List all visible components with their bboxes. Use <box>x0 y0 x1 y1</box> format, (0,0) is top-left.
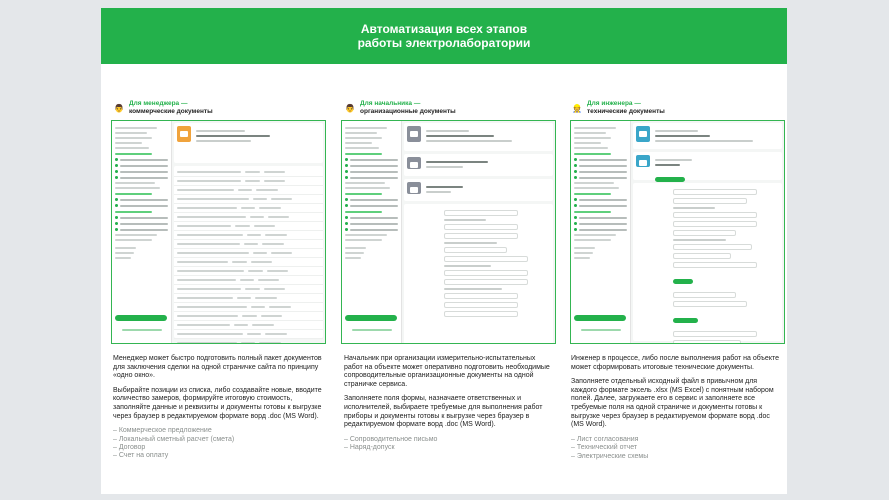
chief-avatar-icon: 👨 <box>345 103 355 113</box>
list-item: – Электрические схемы <box>571 452 649 460</box>
list-item: – Локальный сметный расчет (смета) <box>113 435 235 443</box>
manager-heading <box>113 100 213 116</box>
list-item: – Технический отчет <box>571 444 638 452</box>
chief-role: Для начальника — <box>360 100 421 107</box>
chief-paragraph-2: Заполняете поля формы, назначаете ответственных и исполнителей, выбираете требуемые для выполнения работ приборы и документы готовы к выгрузке через браузер в редактируемом формате ворд .doc (MS Word). <box>344 395 543 429</box>
list-item: – Лист согласования <box>571 435 639 443</box>
chief-heading <box>344 100 456 116</box>
engineer-avatar-icon: 👷 <box>572 103 582 113</box>
list-item: – Коммерческое предложение <box>113 427 212 435</box>
list-item: – Договор <box>113 443 146 451</box>
engineer-description <box>571 355 779 461</box>
chief-subtitle: организационные документы <box>360 108 456 115</box>
manager-paragraph-2: Выбирайте позиции из списка, либо создавайте новые, вводите количество замеров, формируйте итоговую стоимость, заполняйте данные и реквизиты и документы готовы к выгрузке через браузер в редактируемом формате ворд .doc (MS Word). <box>113 386 322 420</box>
manager-screenshot <box>111 120 326 344</box>
slide <box>101 8 787 494</box>
header-banner <box>101 8 787 64</box>
engineer-role: Для инженера — <box>587 100 641 107</box>
chief-paragraph-1: Начальник при организации измерительно-испытательных работ на объекте может оперативно подготовить необходимые сопроводительные организационные документы на одной страничке сервиса. <box>344 355 550 388</box>
manager-avatar-icon: 👨 <box>114 103 124 113</box>
manager-subtitle: коммерческие документы <box>129 108 213 115</box>
list-item: – Сопроводительное письмо <box>344 435 438 443</box>
chief-description <box>344 355 554 453</box>
engineer-doc-list <box>571 436 779 461</box>
engineer-heading <box>571 100 665 116</box>
engineer-paragraph-1: Инженер в процессе, либо после выполнения работ на объекте может сформировать итоговые технические документы. <box>571 355 779 371</box>
list-item: – Наряд-допуск <box>344 444 395 452</box>
screenshot-sidebar <box>571 121 631 343</box>
engineer-paragraph-2: Заполняете отдельный исходный файл в привычном для каждого формате эксель .xlsx (MS Excel) с понятным набором полей. Далее, загружаете его в сервис и заполняете все требуемые поля на одной страничке и документы готовы к выгрузке через браузер в редактируемом формате ворд .doc (MS Word). <box>571 378 774 429</box>
screenshot-sidebar <box>342 121 402 343</box>
engineer-subtitle: технические документы <box>587 108 665 115</box>
banner-title: Автоматизация всех этапов работы электролаборатории <box>357 22 531 50</box>
list-item: – Счет на оплату <box>113 452 169 460</box>
chief-doc-list <box>344 436 554 453</box>
manager-doc-list <box>113 427 323 461</box>
manager-description <box>113 355 323 461</box>
screenshot-sidebar <box>112 121 172 343</box>
manager-role: Для менеджера — <box>129 100 188 107</box>
manager-paragraph-1: Менеджер может быстро подготовить полный пакет документов для заключения сделки на одной страничке сайта по принципу «одно окно». <box>113 355 322 380</box>
engineer-screenshot <box>570 120 785 344</box>
chief-screenshot <box>341 120 556 344</box>
